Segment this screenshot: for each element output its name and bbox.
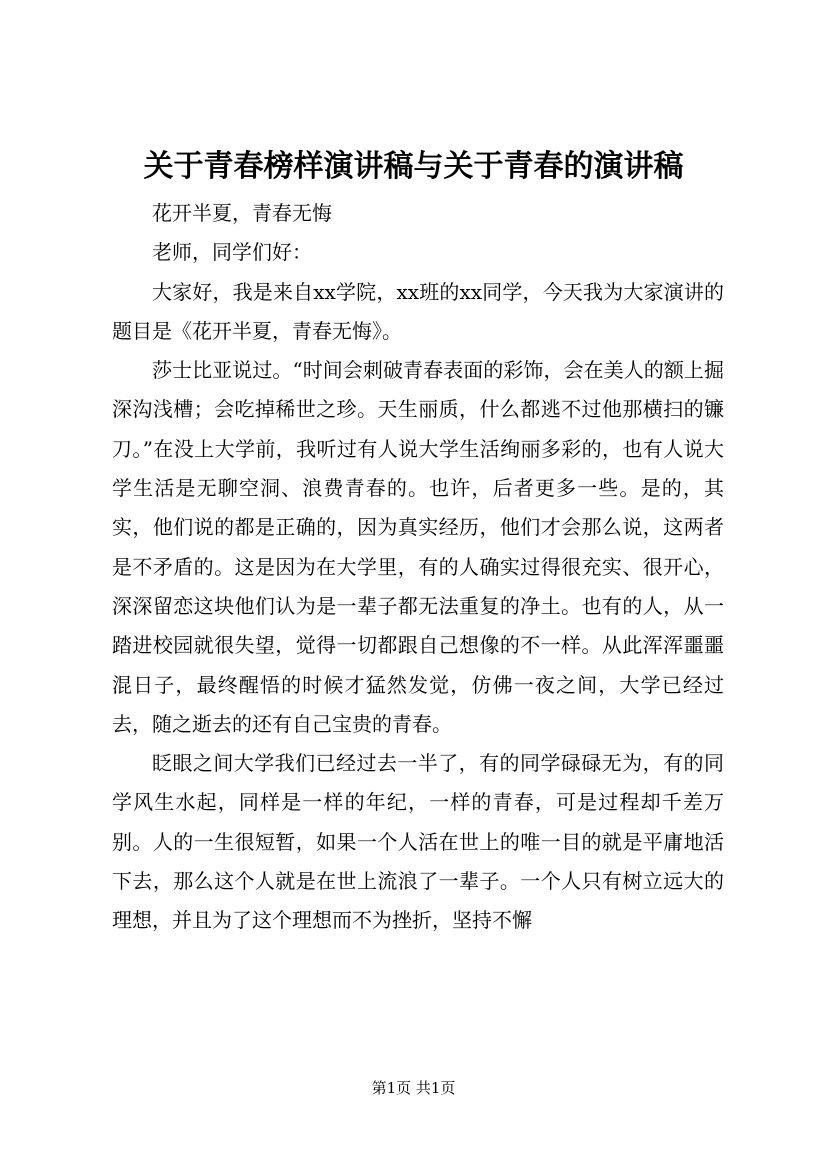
document-title: 关于青春榜样演讲稿与关于青春的演讲稿 xyxy=(143,149,684,184)
body-paragraph: 莎士比亚说过。“时间会刺破青春表面的彩饰，会在美人的额上掘深沟浅槽；会吃掉稀世之珍。天生丽质，什么都逃不过他那横扫的镰刀。”在没上大学前，我听过有人说大学生活绚丽多彩的，也有人说大学生活是无聊空洞、浪费青春的。也许，后者更多一些。是的，其实，他们说的都是正确的，因为真实经历，他们才会那么说，这两者是不矛盾的。这是因为在大学里，有的人确实过得很充实、很开心，深深留恋这块他们认为是一辈子都无法重复的净土。也有的人，从一踏进校园就很失望，觉得一切都跟自己想像的不一样。从此浑浑噩噩混日子，最终醒悟的时候才猛然发觉，仿佛一夜之间，大学已经过去，随之逝去的还有自己宝贵的青春。 xyxy=(112,358,724,736)
greeting-paragraph: 老师，同学们好： xyxy=(152,240,312,265)
document-body xyxy=(112,194,724,941)
page-number-footer: 第1页 共1页 xyxy=(371,1079,456,1097)
subtitle-paragraph: 花开半夏，青春无悔 xyxy=(152,201,332,225)
intro-paragraph: 大家好，我是来自xx学院，xx班的xx同学，今天我为大家演讲的题目是《花开半夏，青春无悔》。 xyxy=(112,279,724,343)
body-paragraph: 眨眼之间大学我们已经过去一半了，有的同学碌碌无为，有的同学风生水起，同样是一样的年纪，一样的青春，可是过程却千差万别。人的一生很短暂，如果一个人活在世上的唯一目的就是平庸地活下去，那么这个人就是在世上流浪了一辈子。一个人只有树立远大的理想，并且为了这个理想而不为挫折，坚持不懈 xyxy=(112,751,724,933)
